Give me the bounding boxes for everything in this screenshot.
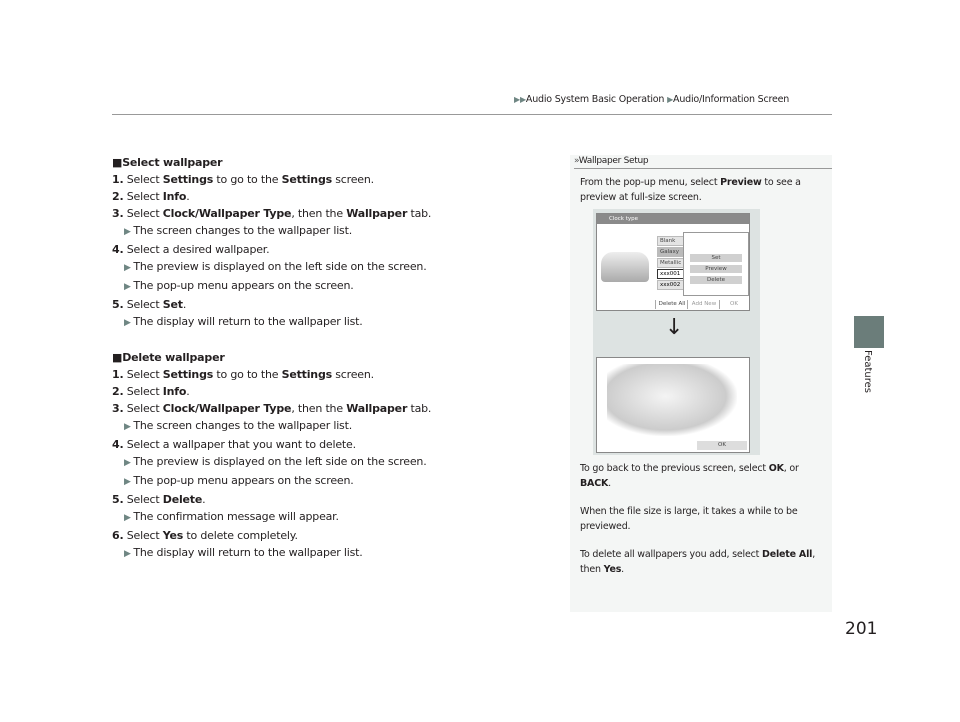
step: 5. Select Set. [112, 298, 187, 311]
step: 1. Select Settings to go to the Settings screen. [112, 173, 374, 186]
page-number: 201 [845, 619, 878, 639]
step: 6. Select Yes to delete completely. [112, 529, 298, 542]
step: 1. Select Settings to go to the Settings screen. [112, 368, 374, 381]
wallpaper-list-screen [596, 213, 750, 311]
set-button[interactable]: Set [690, 254, 742, 262]
arrow-icon: ▶ [124, 422, 134, 432]
arrow-icon: ▶ [124, 549, 134, 559]
screen-title: Clock type [597, 214, 749, 224]
step-result: ▶ The preview is displayed on the left side on the screen. [124, 455, 427, 468]
section-tab[interactable] [854, 316, 884, 348]
ok-button[interactable]: OK [719, 300, 748, 309]
popup-menu [683, 232, 749, 296]
list-item[interactable]: xxx001 [657, 269, 687, 279]
step-result: ▶ The screen changes to the wallpaper list. [124, 224, 353, 237]
list-item[interactable]: Galaxy [657, 247, 687, 257]
breadcrumb [514, 94, 789, 105]
step-result: ▶ The confirmation message will appear. [124, 510, 339, 523]
step: 2. Select Info. [112, 190, 190, 203]
delete-all-button[interactable]: Delete All [655, 300, 688, 309]
preview-button[interactable]: Preview [690, 265, 742, 273]
sidebar-title-text: Wallpaper Setup [578, 156, 649, 166]
step-result: ▶ The pop-up menu appears on the screen. [124, 474, 354, 487]
list-item[interactable]: xxx002 [657, 280, 687, 290]
step: 5. Select Delete. [112, 493, 206, 506]
arrow-icon: ▶ [124, 477, 134, 487]
arrow-down-icon: ↓ [665, 315, 684, 340]
car-thumbnail [601, 252, 649, 282]
sidebar-paragraph: When the file size is large, it takes a while to be previewed. [580, 506, 798, 532]
section-heading: ■Delete wallpaper [112, 351, 225, 364]
arrow-icon: ▶ [124, 282, 134, 292]
breadcrumb-item[interactable]: Audio/Information Screen [673, 94, 790, 105]
arrow-icon: ▶ [124, 318, 134, 328]
sidebar-paragraph: To go back to the previous screen, select OK, or BACK. [580, 463, 799, 489]
ok-button[interactable]: OK [697, 441, 747, 450]
list-item[interactable]: Metallic [657, 258, 687, 268]
sidebar-intro: From the pop-up menu, select Preview to see a preview at full-size screen. [580, 177, 801, 203]
step: 3. Select Clock/Wallpaper Type, then the Wallpaper tab. [112, 207, 432, 220]
step: 2. Select Info. [112, 385, 190, 398]
car-preview-image [607, 364, 737, 436]
arrow-icon: ▶ [124, 227, 134, 237]
step-result: ▶ The preview is displayed on the left side on the screen. [124, 260, 427, 273]
sidebar-note [570, 155, 832, 612]
step-result: ▶ The screen changes to the wallpaper list. [124, 419, 353, 432]
triangle-icon: ▶▶ [514, 95, 526, 104]
sidebar-paragraph: To delete all wallpapers you add, select Delete All, then Yes. [580, 549, 816, 575]
arrow-icon: ▶ [124, 263, 134, 273]
add-new-button[interactable]: Add New [687, 300, 720, 309]
section-tab-label: Features [862, 350, 873, 393]
breadcrumb-item[interactable]: Audio System Basic Operation [525, 94, 665, 105]
sidebar-title: »Wallpaper Setup [574, 156, 832, 169]
list-item[interactable]: Blank [657, 236, 687, 246]
screen-figure [593, 209, 760, 455]
delete-button[interactable]: Delete [690, 276, 742, 284]
step: 4. Select a desired wallpaper. [112, 243, 270, 256]
section-heading: ■Select wallpaper [112, 156, 223, 169]
step-result: ▶ The display will return to the wallpaper list. [124, 546, 363, 559]
triangle-icon: ▶ [667, 95, 674, 104]
step: 3. Select Clock/Wallpaper Type, then the Wallpaper tab. [112, 402, 432, 415]
main-content [112, 154, 552, 563]
preview-screen [596, 357, 750, 453]
arrow-icon: ▶ [124, 458, 134, 468]
header-divider [112, 114, 832, 115]
step: 4. Select a wallpaper that you want to delete. [112, 438, 356, 451]
step-result: ▶ The pop-up menu appears on the screen. [124, 279, 354, 292]
arrow-icon: ▶ [124, 513, 134, 523]
step-result: ▶ The display will return to the wallpaper list. [124, 315, 363, 328]
